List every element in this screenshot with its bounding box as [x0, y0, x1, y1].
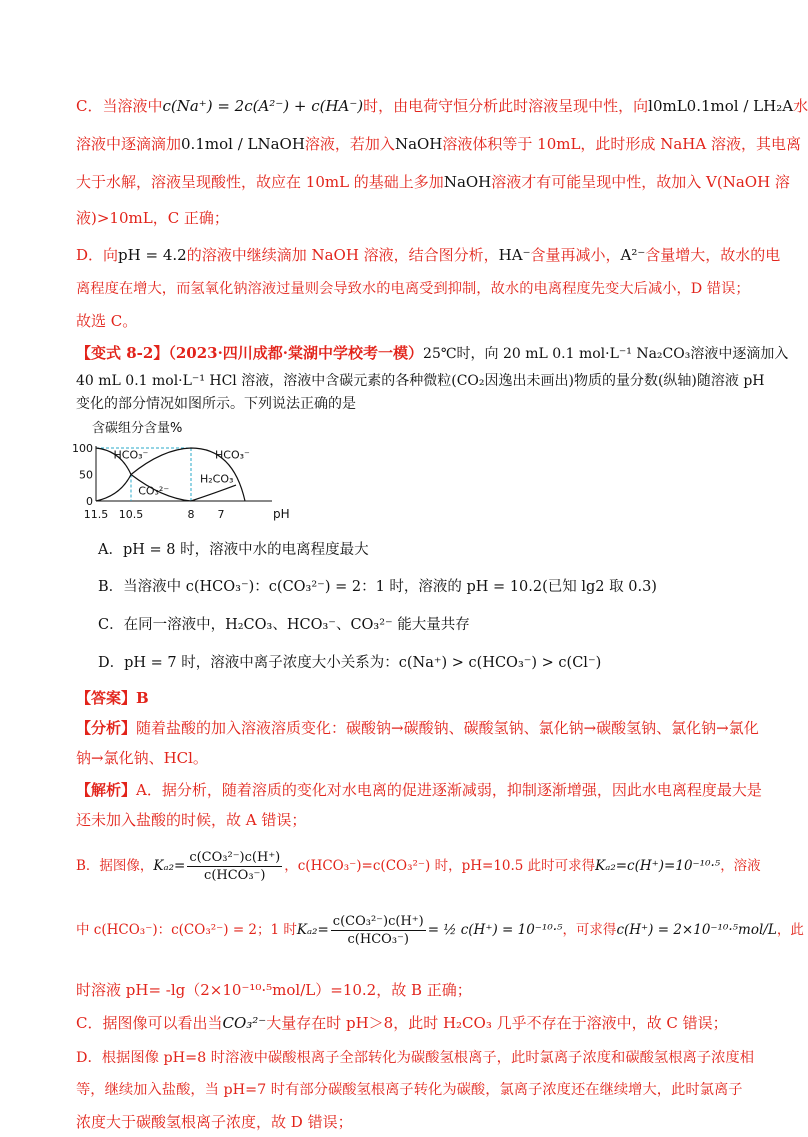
label-h2co3: H₂CO₃	[200, 472, 234, 486]
x-tick-10.5: 10.5	[118, 508, 144, 521]
species-distribution-chart	[72, 418, 336, 538]
answer-line	[76, 684, 149, 713]
text: C．据图像可以看出当	[76, 1014, 223, 1032]
text: 含量再减小，	[530, 246, 621, 264]
numerator: c(CO₃²⁻)c(H⁺)	[332, 914, 424, 929]
text: 中 c(HCO₃⁻)：c(CO₃²⁻) = 2；1 时	[76, 922, 297, 938]
chart-title: 含碳组分含量%	[92, 421, 183, 436]
formula: = ½ c(H⁺) = 10⁻¹⁰·⁵	[427, 922, 563, 938]
explain-d-line-3: 浓度大于碳酸氢根离子浓度，故 D 错误；	[76, 1113, 353, 1131]
explain-b-line-2	[76, 910, 804, 950]
chart-labels	[114, 449, 251, 498]
text: 水	[793, 97, 808, 115]
explain-tag: 【解析】	[76, 781, 137, 799]
option-b: B．当溶液中 c(HCO₃⁻)：c(CO₃²⁻) = 2：1 时，溶液的 pH = 10.2(已知 lg2 取 0.3)	[98, 579, 657, 595]
text: 的溶液中继续滴加 NaOH 溶液，结合图分析，	[186, 246, 499, 264]
explain-d-line-1: D．根据图像 pH=8 时溶液中碳酸根离子全部转化为碳酸氢根离子，此时氯离子浓度和碳酸氢根离子浓度相	[76, 1050, 755, 1066]
x-axis-label: pH	[273, 507, 290, 521]
sol-d-line-1	[76, 241, 780, 270]
formula: Kₐ₂=	[153, 858, 186, 874]
text: ，c(HCO₃⁻)=c(CO₃²⁻) 时，pH=10.5 此时可求得	[284, 858, 596, 874]
variant-line-3: 变化的部分情况如图所示。下列说法正确的是	[76, 396, 356, 412]
text: 含量增大，故水的电	[645, 246, 781, 264]
variant-line-1	[76, 339, 788, 369]
formula: A²⁻	[620, 246, 646, 264]
explain-d-line-2: 等，继续加入盐酸，当 pH=7 时有部分碳酸氢根离子转化为碳酸，氯离子浓度还在继续增大，此时氯离子	[76, 1082, 743, 1098]
sol-c-line-4: 液)>10mL，C 正确；	[76, 209, 229, 227]
sol-c-line-3	[76, 168, 790, 197]
formula: NaOH	[443, 173, 492, 191]
variant-source: （2023·四川成都·棠湖中学校考一模）	[168, 344, 424, 362]
option-a: A．pH = 8 时，溶液中水的电离程度最大	[98, 542, 369, 558]
explain-b-line-1	[76, 846, 761, 886]
text: ，溶液	[720, 858, 761, 874]
text: 时，由电荷守恒分析此时溶液呈现中性，向	[363, 97, 649, 115]
formula: HA⁻	[498, 246, 531, 264]
text: D．向	[76, 246, 119, 264]
formula: c(H⁺) = 2×10⁻¹⁰·⁵mol/L	[616, 922, 777, 938]
y-tick-100: 100	[72, 442, 93, 455]
explain-a-line-2: 还未加入盐酸的时候，故 A 错误；	[76, 811, 307, 829]
analysis-tag: 【分析】	[76, 719, 137, 737]
explain-a-line-1	[76, 776, 762, 805]
text: A．据分析，随着溶质的变化对水电离的促进逐渐减弱，抑制逐渐增强，因此水电离程度最大是	[136, 781, 762, 799]
fraction	[331, 913, 426, 948]
equation: c(Na⁺) = 2c(A²⁻) + c(HA⁻)	[162, 97, 364, 115]
label-hco3_right: HCO₃⁻	[215, 448, 250, 462]
fraction	[187, 849, 282, 884]
text: B．据图像，	[76, 858, 154, 874]
text: 大于水解，溶液呈现酸性，故应在 10mL 的基础上多加	[76, 173, 444, 191]
explain-c-line	[76, 1009, 728, 1038]
sol-d-line-2: 离程度在增大，而氢氧化钠溶液过量则会导致水的电离受到抑制，故水的电离程度先变大后减小，D 错误；	[76, 281, 750, 297]
analysis-line-2: 钠→氯化钠、HCl。	[76, 749, 208, 767]
x-tick-8: 8	[187, 508, 195, 521]
text: 溶液，若加入	[304, 135, 395, 153]
formula: 0.1mol / LNaOH	[181, 135, 305, 153]
text: 溶液才有可能呈现中性，故加入 V(NaOH 溶	[491, 173, 790, 191]
formula: CO₃²⁻	[222, 1014, 267, 1032]
analysis-line-1	[76, 714, 759, 743]
sol-d-line-3: 故选 C。	[76, 312, 138, 330]
denominator: c(HCO₃⁻)	[204, 868, 266, 883]
label-co3: CO₃²⁻	[138, 484, 170, 498]
sol-c-line-2	[76, 130, 801, 159]
numerator: c(CO₃²⁻)c(H⁺)	[189, 850, 281, 865]
formula: Kₐ₂=	[296, 922, 329, 938]
formula: NaOH	[394, 135, 443, 153]
option-d: D．pH = 7 时，溶液中离子浓度大小关系为：c(Na⁺) > c(HCO₃⁻) > c(Cl⁻)	[98, 655, 602, 671]
x-tick-7: 7	[217, 508, 225, 521]
variant-tag: 【变式 8-2】	[76, 344, 169, 362]
text: ，此	[776, 922, 804, 938]
formula: l0mL0.1mol / LH₂A	[648, 97, 794, 115]
sol-c-line-1	[76, 92, 808, 121]
text: C．当溶液中	[76, 97, 163, 115]
text: ，可求得	[562, 922, 617, 938]
variant-line-2: 40 mL 0.1 mol·L⁻¹ HCl 溶液，溶液中含碳元素的各种微粒(CO₂因逸出未画出)物质的量分数(纵轴)随溶液 pH	[76, 373, 765, 389]
answer-value: B	[136, 689, 149, 707]
label-hco3_left: HCO₃⁻	[113, 448, 149, 462]
series-h2co3	[191, 485, 236, 501]
text: 溶液体积等于 10mL，此时形成 NaHA 溶液，其电离	[442, 135, 801, 153]
option-c: C．在同一溶液中，H₂CO₃、HCO₃⁻、CO₃²⁻ 能大量共存	[98, 617, 470, 633]
text: 溶液中逐滴滴加	[76, 135, 182, 153]
denominator: c(HCO₃⁻)	[347, 932, 409, 947]
text: 25℃时，向 20 mL 0.1 mol·L⁻¹ Na₂CO₃溶液中逐滴加入	[423, 346, 789, 362]
answer-tag: 【答案】	[76, 689, 137, 707]
x-tick-11.5: 11.5	[83, 508, 109, 521]
text: 大量存在时 pH＞8，此时 H₂CO₃ 几乎不存在于溶液中，故 C 错误；	[266, 1014, 728, 1032]
y-tick-0: 0	[86, 495, 93, 508]
explain-b-line-3: 时溶液 pH= -lg（2×10⁻¹⁰·⁵mol/L）=10.2，故 B 正确；	[76, 981, 472, 999]
formula: Kₐ₂=c(H⁺)=10⁻¹⁰·⁵	[595, 858, 721, 874]
text: 随着盐酸的加入溶液溶质变化：碳酸钠→碳酸钠、碳酸氢钠、氯化钠→碳酸氢钠、氯化钠→氯化	[136, 719, 759, 737]
y-tick-50: 50	[79, 468, 93, 482]
formula: pH = 4.2	[118, 246, 187, 264]
